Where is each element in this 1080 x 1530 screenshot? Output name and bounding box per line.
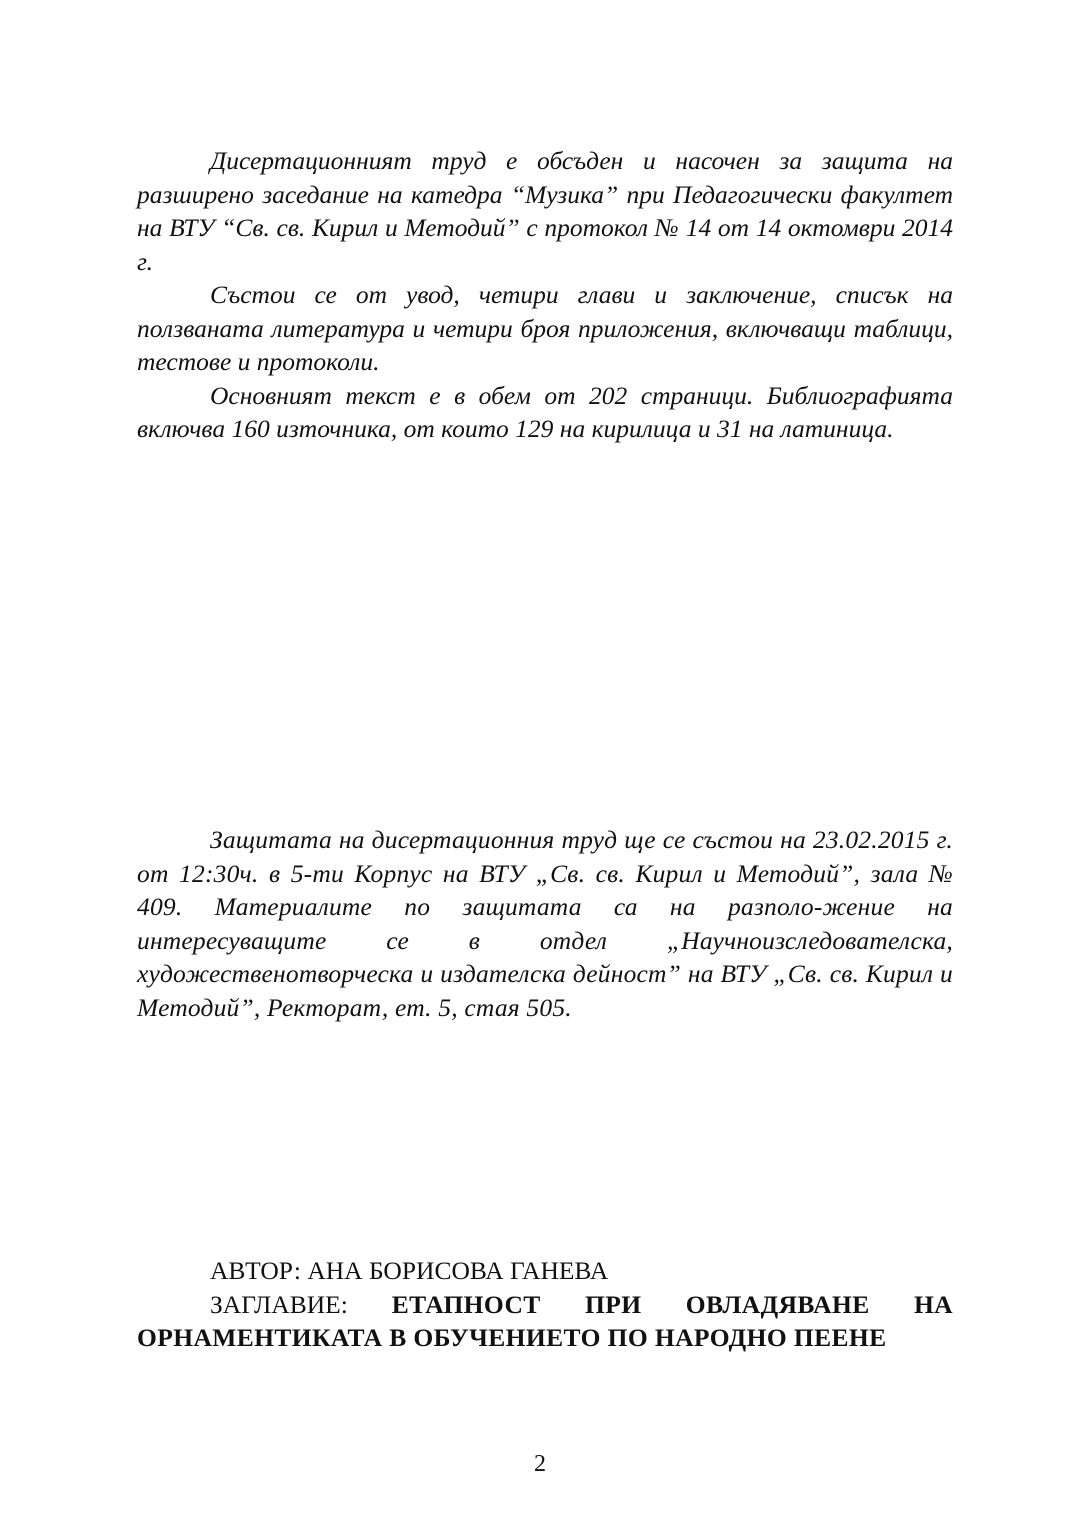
author-name: АНА БОРИСОВА ГАНЕВА <box>307 1256 609 1285</box>
title-value-line-1: ЕТАПНОСТ ПРИ ОВЛАДЯВАНЕ НА <box>391 1289 953 1319</box>
title-value-line-2: ОРНАМЕНТИКАТА В ОБУЧЕНИЕТО ПО НАРОДНО ПЕЕНЕ <box>137 1323 887 1352</box>
defense-info-section <box>137 823 953 1024</box>
structure-paragraph: Състои се от увод, четири глави и заключение, списък на ползваната литература и четири броя приложения, включващи таблици, тестове и протоколи. <box>137 280 953 376</box>
title-line <box>137 1288 953 1322</box>
author-title-section <box>137 1254 953 1355</box>
page-number: 2 <box>534 1451 546 1477</box>
volume-paragraph: Основният текст е в обем от 202 страници. Библиографията включва 160 източника, от които 129 на кирилица и 31 на латиница. <box>137 380 953 443</box>
title-label: ЗАГЛАВИЕ: <box>210 1289 348 1319</box>
dissertation-info-section <box>137 144 953 446</box>
defense-paragraph: Защитата на дисертационния труд ще се състои на 23.02.2015 г. от 12:30ч. в 5-ти Корпус на ВТУ „Св. св. Кирил и Методий”, зала № 409. Материалите по защитата са на разполо-жение на интересуващите се в отдел „Научноизследователска, художественотворческа и издателска дейност” на ВТУ „Св. св. Кирил и Методий”, Ректорат, ет. 5, стая 505. <box>137 825 953 1022</box>
title-line-2 <box>137 1321 953 1355</box>
discussion-paragraph: Дисертационният труд е обсъден и насочен за защита на разширено заседание на катедра “Музика” при Педагогически факултет на ВТУ “Св. св. Кирил и Методий” с протокол № 14 от 14 октомври 2014 г. <box>137 146 953 276</box>
author-label: АВТОР: <box>210 1256 301 1285</box>
author-line <box>137 1254 953 1288</box>
